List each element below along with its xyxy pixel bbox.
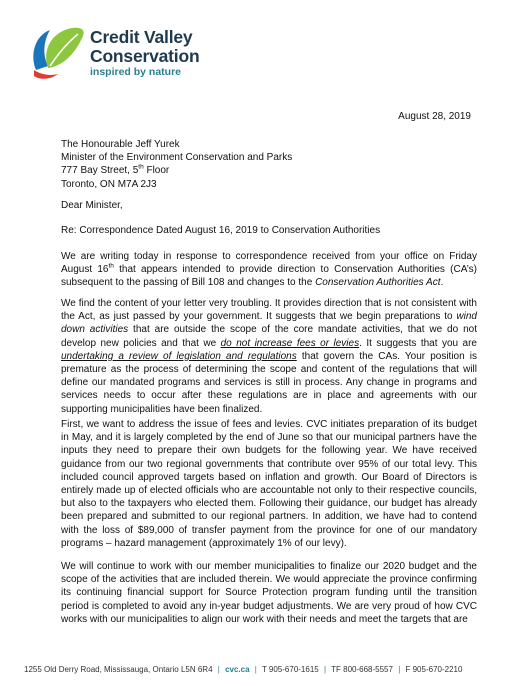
footer-fax: F 905-670-2210 bbox=[405, 665, 463, 674]
recipient-title: Minister of the Environment Conservation and Parks bbox=[61, 152, 293, 164]
paragraph-1: We are writing today in response to correspondence received from your office on Friday August 16th that appears intended to provide direction to Conservation Authorities (CA’s) subsequent to the passing of Bill 108 and changes to the Conservation Authorities Act. bbox=[61, 251, 477, 289]
recipient-name: The Honourable Jeff Yurek bbox=[61, 139, 180, 150]
recipient-city: Toronto, ON M7A 2J3 bbox=[61, 178, 157, 190]
paragraph-2: We find the content of your letter very troubling. It provides direction that is not consistent with the Act, as just passed by your government. It suggests that we begin preparations to wind down activities that are outside the scope of the core mandate activities, that we do not develop new policies and that we do not increase fees or levies. It suggests that you are undertaking a review of legislation and regulations that govern the CAs. Your position is premature as the process of determining the scope and content of the regulations that will define our mandated programs and services is still in process. Any change in programs and services needs to occur after these regulations are in place and agreements with our supporting municipalities have been finalized. bbox=[61, 298, 477, 415]
footer-tollfree: TF 800-668-5557 bbox=[331, 665, 393, 674]
letter-date: August 28, 2019 bbox=[398, 111, 471, 122]
cvc-logo bbox=[28, 22, 258, 82]
footer-address: 1255 Old Derry Road, Mississauga, Ontario L5N 6R4 bbox=[24, 665, 213, 674]
org-name-line2: Conservation bbox=[90, 46, 200, 66]
footer-telephone: T 905-670-1615 bbox=[261, 665, 319, 674]
leaf-logo-icon bbox=[28, 22, 86, 82]
salutation: Dear Minister, bbox=[61, 200, 123, 211]
letterhead-footer: 1255 Old Derry Road, Mississauga, Ontario L5N 6R4 | cvc.ca | T 905-670-1615 | TF 800-668-5557 | F 905-670-2210 bbox=[24, 665, 463, 674]
paragraph-3: First, we want to address the issue of fees and levies. CVC initiates preparation of its budget in May, and it is largely completed by the end of June so that our municipal partners have the inputs they need to prepare their own budgets for the following year. We have received guidance from our two regional governments that contribute over 95% of our total levy. This included council approved targets based on inflation and growth. Our Board of Directors is entirely made up of elected officials who are accountable not only to their respective councils, but also to the taxpayers who elected them. Following their guidance, our budget has already been prepared and submitted to our regional partners. In addition, we have had to contend with the loss of $89,000 of transfer payment from the province for one of our mandatory programs – hazard management (approximately 1% of our levy). bbox=[61, 419, 477, 549]
recipient-street: 777 Bay Street, 5th Floor bbox=[61, 164, 170, 177]
recipient-address bbox=[61, 138, 476, 191]
footer-website-link[interactable]: cvc.ca bbox=[225, 665, 250, 674]
tagline: inspired by nature bbox=[90, 66, 182, 78]
paragraph-4: We will continue to work with our member municipalities to finalize our 2020 budget and the scope of the activities that are included therein. We would appreciate the province confirming its continuing financial support for Source Protection program funding until the transition period is completed to avoid any in-year budget adjustments. We are very proud of how CVC works with our municipalities to align our work with their needs and meet the targets that are bbox=[61, 561, 477, 625]
org-name-line1: Credit Valley bbox=[90, 27, 193, 47]
subject-line: Re: Correspondence Dated August 16, 2019 to Conservation Authorities bbox=[61, 225, 381, 236]
